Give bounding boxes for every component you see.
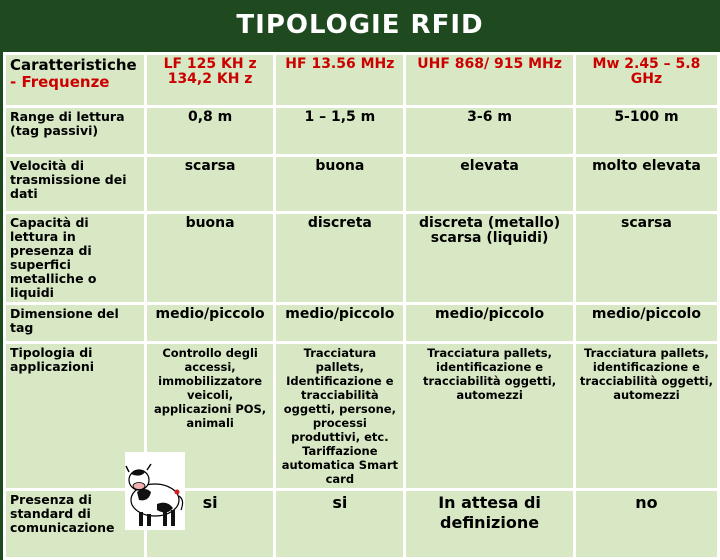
table-row [6,157,717,211]
cell-mw: Tracciatura pallets, identificazione e tracciabilità oggetti, automezzi [576,344,717,488]
row-label: Dimensione del tag [6,305,144,341]
cow-illustration [125,452,185,530]
row-label: Capacità di lettura in presenza di superfici metalliche o liquidi [6,214,144,302]
header-uhf: UHF 868/ 915 MHz [406,55,573,105]
table-row [6,491,717,557]
cell-lf: buona [147,214,274,302]
header-characteristics: Caratteristiche - Frequenze [6,55,144,105]
cell-mw: medio/piccolo [576,305,717,341]
table-row [6,305,717,341]
cell-hf: buona [276,157,403,211]
cell-lf: scarsa [147,157,274,211]
cell-lf: Controllo degli accessi, immobilizzatore veicoli, applicazioni POS, animali [147,344,274,488]
cell-uhf: 3-6 m [406,108,573,154]
cell-uhf: In attesa di definizione [406,491,573,557]
slide-title: TIPOLOGIE RFID [236,10,484,40]
table-row [6,344,717,488]
cell-mw: no [576,491,717,557]
header-mw: Mw 2.45 – 5.8 GHz [576,55,717,105]
row-label: Range di lettura (tag passivi) [6,108,144,154]
cell-uhf: elevata [406,157,573,211]
header-lf: LF 125 KH z 134,2 KH z [147,55,274,105]
rfid-table [3,52,720,560]
cell-lf: 0,8 m [147,108,274,154]
cow-icon [125,452,185,530]
cell-lf: si [147,491,274,557]
cell-mw: molto elevata [576,157,717,211]
slide-body [3,52,717,538]
cell-lf: medio/piccolo [147,305,274,341]
row-label: Velocità di trasmissione dei dati [6,157,144,211]
cell-mw: 5-100 m [576,108,717,154]
cell-mw: scarsa [576,214,717,302]
cell-uhf: Tracciatura pallets, identificazione e tracciabilità oggetti, automezzi [406,344,573,488]
cell-hf: 1 – 1,5 m [276,108,403,154]
row-label: Presenza di standard di comunicazione [6,491,144,557]
table-row [6,214,717,302]
header-hf: HF 13.56 MHz [276,55,403,105]
cell-hf: discreta [276,214,403,302]
row-label: Tipologia di applicazioni [6,344,144,488]
cell-hf: Tracciatura pallets, Identificazione e tracciabilità oggetti, persone, processi produttivi, etc. Tariffazione automatica Smart card [276,344,403,488]
cell-uhf: discreta (metallo) scarsa (liquidi) [406,214,573,302]
table-row [6,108,717,154]
cell-uhf: medio/piccolo [406,305,573,341]
cell-hf: medio/piccolo [276,305,403,341]
cell-hf: si [276,491,403,557]
header-row [6,55,717,105]
